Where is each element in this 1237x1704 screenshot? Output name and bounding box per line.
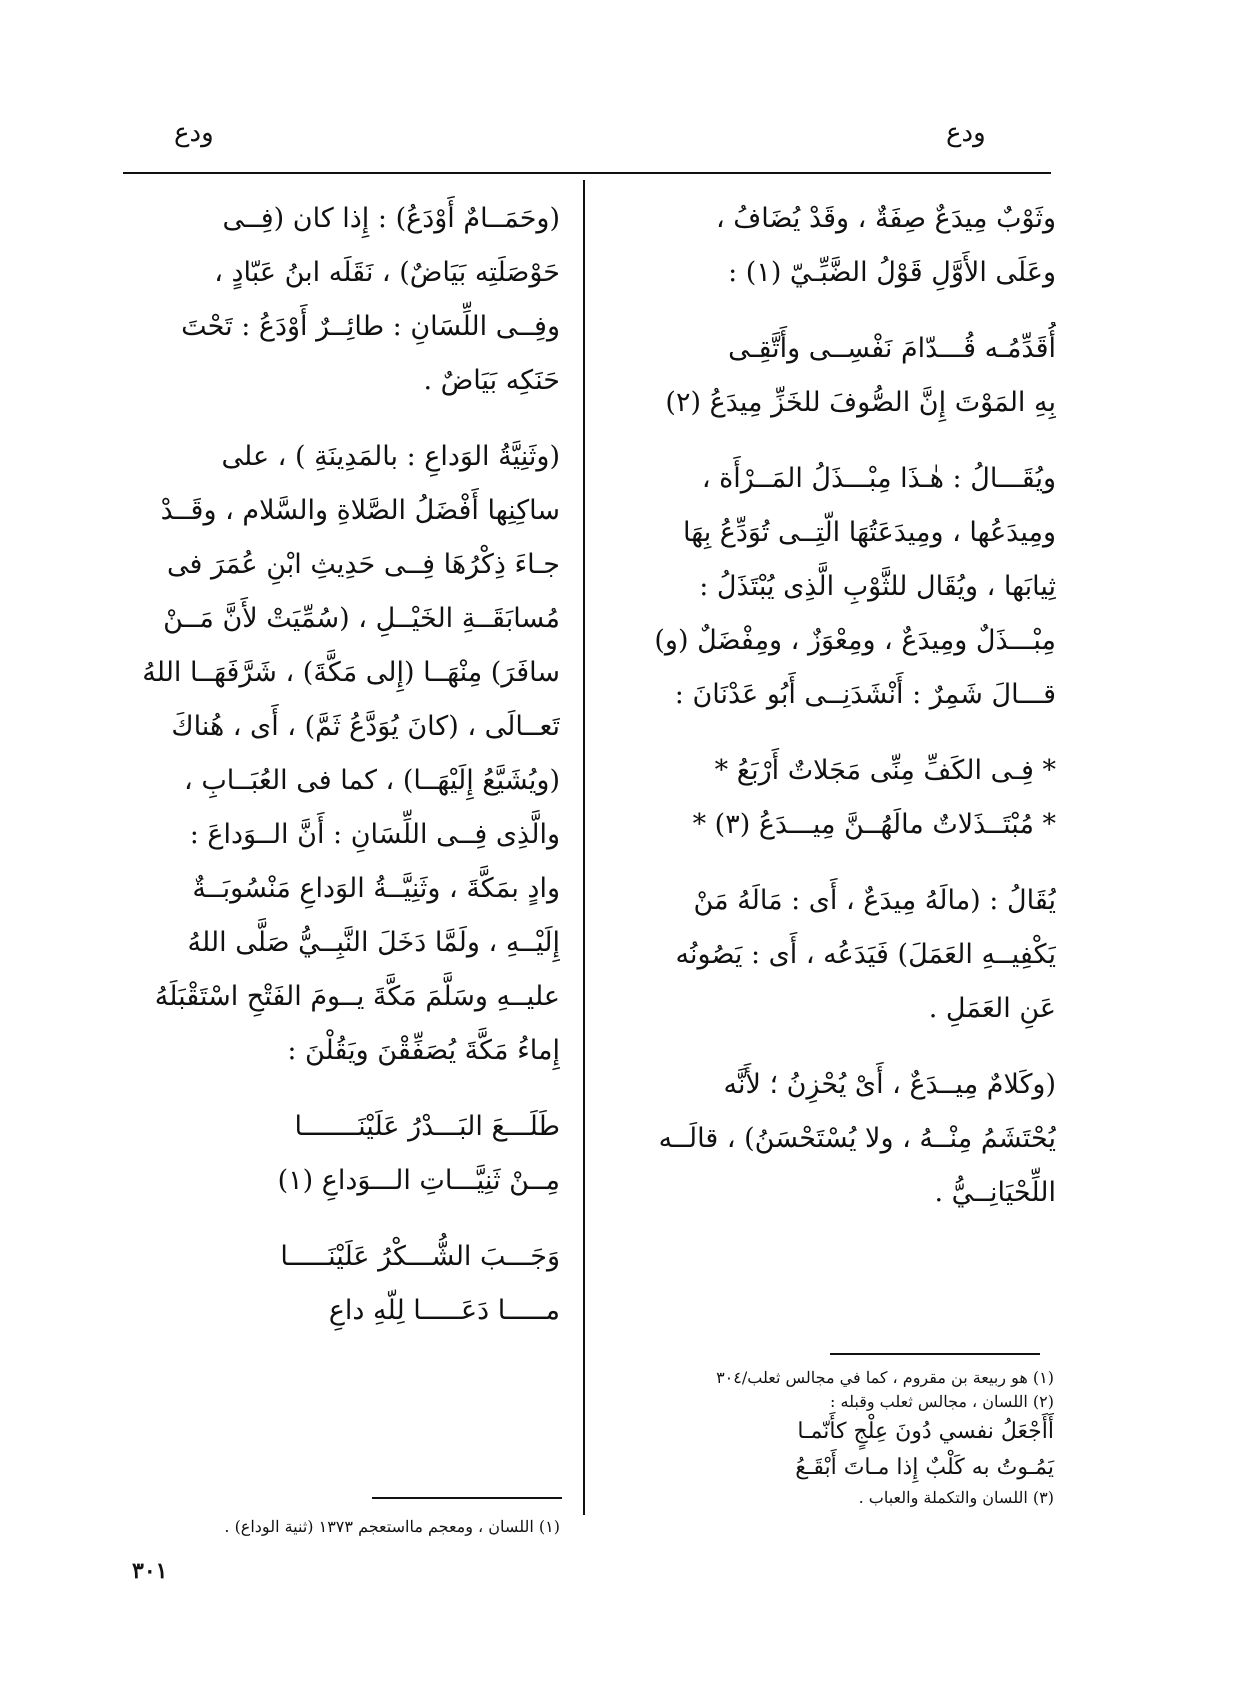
paragraph-gap xyxy=(120,408,560,430)
text-line: * مُبْتَــذَلاتٌ مالَهُــنَّ مِيـــدَعُ (٣) * xyxy=(692,809,1056,840)
text-line: إِماءُ مَكَّةَ يُصَفِّقْنَ ويَقُلْنَ : xyxy=(287,1035,560,1066)
text-line: قـــالَ شَمِرٌ : أَنْشَدَنِــى أَبُو عَدْنَانَ : xyxy=(674,679,1056,710)
footnote-rule-left xyxy=(372,1497,562,1499)
column-divider xyxy=(583,180,585,1515)
text-line: يُحْتَشَمُ مِنْــهُ ، ولا يُسْتَحْسَنُ) ، قالَــه xyxy=(658,1123,1056,1154)
text-line: جـاءَ ذِكْرُهَا فِــى حَدِيثِ ابْنِ عُمَرَ فى xyxy=(167,549,560,580)
text-line: إِلَيْــهِ ، ولَمَّا دَخَلَ النَّبِــيُّ صَلَّى اللهُ xyxy=(187,927,560,958)
header-rule xyxy=(123,172,1051,174)
footnote-poem-line-2: يَمُـوتُ به كَلْبٌ إِذا مـاتَ أَبْقَـعُ xyxy=(795,1455,1054,1480)
text-line: وعَلَى الأَوَّلِ قَوْلُ الضَّبِّـيّ (١) : xyxy=(728,257,1056,288)
text-line: (ويُشَيَّعُ إِلَيْهَــا) ، كما فى العُبَــابِ ، xyxy=(184,765,560,796)
text-line: * فِـى الكَفِّ مِنِّى مَجَلاتٌ أَرْبَعُ * xyxy=(714,755,1056,786)
text-line: وادٍ بمَكَّةَ ، وثَنِيَّــةُ الوَداعِ مَنْسُوبَــةٌ xyxy=(192,873,560,904)
text-line: أُقَدِّمُـه قُـــدّامَ نَفْسِــى وأَتَّقِـى xyxy=(728,333,1056,364)
text-line: عَنِ العَمَلِ . xyxy=(928,993,1056,1024)
text-line: بِهِ المَوْتَ إِنَّ الصُّوفَ للخَزِّ مِيدَعُ (٢) xyxy=(665,387,1056,418)
text-line: ويُقَـــالُ : هٰـذَا مِبْـــذَلُ المَــرْأَة ، xyxy=(701,463,1056,494)
right-column xyxy=(616,192,1056,1220)
text-line: يُقَالُ : (مالَهُ مِيدَعٌ ، أَى : مَالَهُ مَنْ xyxy=(693,885,1056,916)
running-header-right: ودع xyxy=(946,118,986,148)
text-line: (وثَنِيَّةُ الوَداعِ : بالمَدِينَةِ ) ، على xyxy=(221,441,560,472)
footnote-3: (٣) اللسان والتكملة والعباب . xyxy=(858,1488,1054,1507)
paragraph-gap xyxy=(616,852,1056,874)
text-line: سافَرَ) مِنْهَــا (إِلى مَكَّةَ) ، شَرَّفَهَــا اللهُ xyxy=(142,657,560,688)
text-line: وَجَـــبَ الشُّـــكْرُ عَلَيْنَـــــا xyxy=(280,1241,560,1272)
text-line: والَّذِى فِــى اللِّسَانِ : أَنَّ الــوَداعَ : xyxy=(189,819,560,850)
text-line: ساكِنِها أَفْضَلُ الصَّلاةِ والسَّلام ، وقَــدْ xyxy=(160,495,560,526)
paragraph-gap xyxy=(616,300,1056,322)
text-line: اللِّحْيَانِــيُّ . xyxy=(934,1177,1056,1208)
paragraph-gap xyxy=(616,722,1056,744)
footnotes-right xyxy=(614,1366,1054,1510)
text-line: وفِــى اللِّسَانِ : طائِــرٌ أَوْدَعُ : تَحْتَ xyxy=(181,311,560,342)
text-line: تَعــالَى ، (كانَ يُوَدَّعُ ثَمَّ) ، أَى ، هُناكَ xyxy=(171,711,560,742)
paragraph-gap xyxy=(120,1078,560,1100)
paragraph-gap xyxy=(616,430,1056,452)
text-line: ومِيدَعُها ، ومِيدَعَتُهَا الّتِــى تُوَدِّعُ بِهَا xyxy=(683,517,1056,548)
text-line: (وكَلامٌ مِيــدَعٌ ، أَىْ يُحْزِنُ ؛ لأَنَّه xyxy=(723,1069,1056,1100)
text-line: مِبْـــذَلٌ ومِيدَعٌ ، ومِعْوَزٌ ، ومِفْضَلٌ (و) xyxy=(654,625,1056,656)
text-line: ثِيابَها ، ويُقَال للثَّوْبِ الَّذِى يُبْتَذَلُ : xyxy=(699,571,1056,602)
text-line: وثَوْبٌ مِيدَعٌ صِفَةٌ ، وقَدْ يُضَافُ ، xyxy=(715,203,1056,234)
text-line: عليــهِ وسَلَّمَ مَكَّةَ يــومَ الفَتْحِ اسْتَقْبَلَهُ xyxy=(154,981,560,1012)
paragraph-gap xyxy=(616,1036,1056,1058)
footnote-2: (٢) اللسان ، مجالس ثعلب وقبله : xyxy=(830,1392,1054,1411)
text-line: مِــنْ ثَنِيَّـــاتِ الـــوَداعِ (١) xyxy=(277,1165,560,1196)
paragraph-gap xyxy=(120,1208,560,1230)
footnote-left: (١) اللسان ، ومعجم مااستعجم ١٣٧٣ (ثنية الوداع) . xyxy=(224,1517,560,1536)
left-column xyxy=(120,192,560,1338)
text-line: مُسابَقَــةِ الخَيْــلِ ، (سُمِّيَتْ لأَنَّ مَــنْ xyxy=(163,603,560,634)
text-line: حَنَكِه بَيَاضٌ . xyxy=(423,365,560,396)
running-header-left: ودع xyxy=(174,118,214,148)
footnote-poem-line-1: أَأَجْعَلُ نفسي دُونَ عِلْجٍ كأَنّمـا xyxy=(797,1419,1054,1444)
text-line: طَلَـــعَ البَـــدْرُ عَلَيْنَـــــــا xyxy=(294,1111,560,1142)
text-line: حَوْصَلَتِه بَيَاضٌ) ، نَقَلَه ابنُ عَبّادٍ ، xyxy=(214,257,560,288)
footnote-rule-right xyxy=(830,1353,1040,1355)
page-number: ٣٠١ xyxy=(132,1558,168,1584)
text-line: مـــــا دَعَـــــا لِلّهِ داعِ xyxy=(328,1295,560,1326)
footnote-1: (١) هو ربيعة بن مقروم ، كما في مجالس ثعلب/٣٠٤ xyxy=(716,1368,1054,1387)
text-line: يَكْفِيــهِ العَمَلَ) فَيَدَعُه ، أَى : يَصُونُه xyxy=(675,939,1056,970)
text-line: (وحَمَــامٌ أَوْدَعُ) : إِذا كان (فِــى xyxy=(222,203,560,234)
